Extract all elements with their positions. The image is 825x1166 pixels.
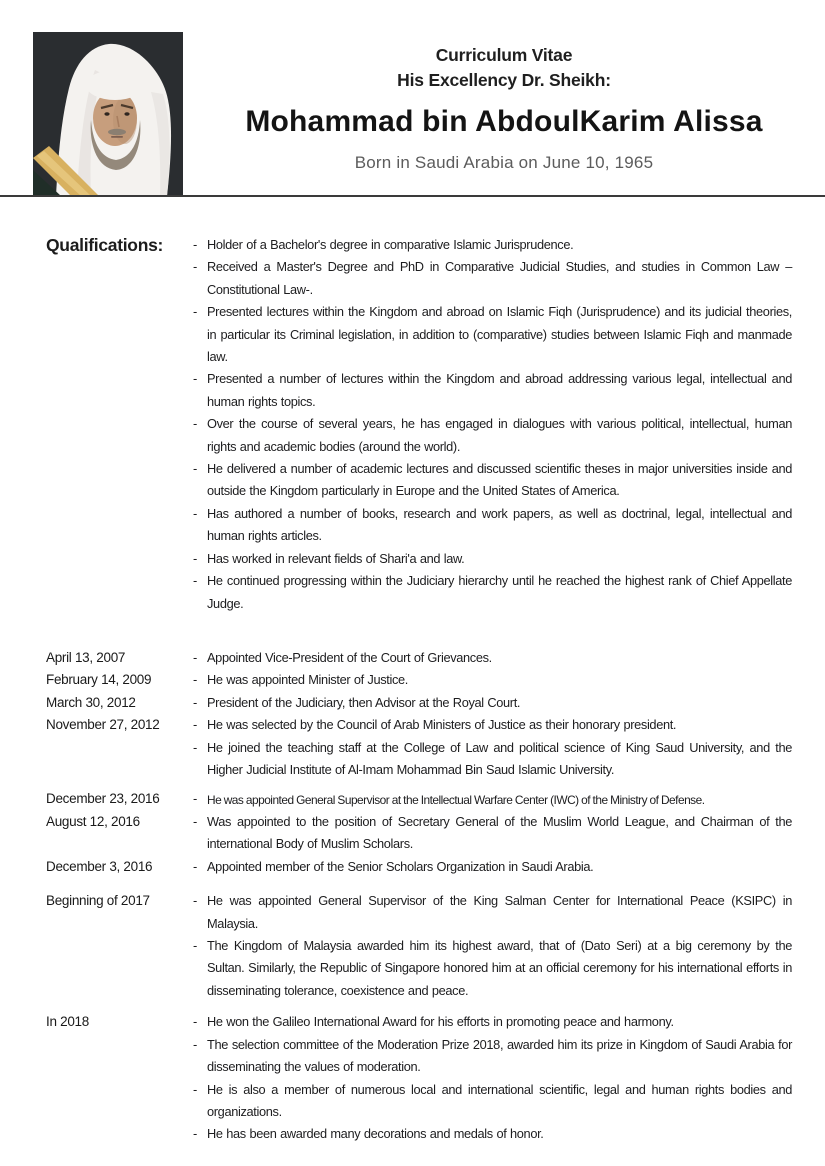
item-text: Received a Master's Degree and PhD in Comparative Judicial Studies, and studies in Common Law –Constitutional Law-.: [207, 259, 792, 297]
row-items: [193, 1011, 792, 1145]
item-text: He was appointed General Supervisor at the Intellectual Warfare Center (IWC) of the Ministry of Defense.: [207, 792, 705, 807]
row-items: [193, 890, 792, 1002]
date-label: February 14, 2009: [46, 672, 152, 688]
item-text: Has authored a number of books, research and work papers, as well as doctrinal, legal, intellectual and human rights articles.: [207, 505, 792, 544]
date-label: November 27, 2012: [46, 717, 160, 733]
row-items: [193, 234, 792, 615]
bullet-item: [193, 714, 792, 736]
bullet-dash: -: [193, 791, 198, 807]
bullet-item: [193, 856, 792, 878]
bullet-dash: -: [193, 694, 198, 710]
bullet-item: [193, 256, 792, 301]
item-text: He joined the teaching staff at the College of Law and political science of King Saud University, and the Higher Judicial Institute of Al-Imam Mohammad Bin Saud Islamic University.: [207, 739, 792, 777]
bullet-item: [193, 548, 792, 570]
bullet-dash: -: [193, 259, 198, 275]
birth-subtitle: Born in Saudi Arabia on June 10, 1965: [354, 153, 654, 172]
cv-row: [46, 811, 792, 856]
bullet-dash: -: [193, 416, 198, 432]
cv-row: [46, 788, 792, 811]
date-label: In 2018: [46, 1014, 89, 1030]
item-text: Has worked in relevant fields of Shari'a and law.: [207, 550, 465, 566]
cv-row: [46, 234, 792, 615]
bullet-dash: -: [193, 1036, 198, 1052]
bullet-dash: -: [193, 672, 198, 688]
bullet-dash: -: [193, 1081, 198, 1097]
bullet-item: [193, 647, 792, 669]
bullet-item: [193, 458, 792, 503]
item-text: Was appointed to the position of Secretary General of the Muslim World League, and Chairman of the international Body of Muslim Scholars.: [207, 814, 792, 852]
item-text: The selection committee of the Moderation Prize 2018, awarded him its prize in Kingdom of Saudi Arabia for disseminating the values of moderation.: [207, 1036, 792, 1075]
item-text: The Kingdom of Malaysia awarded him its highest award, that of (Dato Seri) at a big ceremony by the Sultan. Similarly, the Republic of Singapore honored him at an official ceremony for his international efforts in disseminating tolerance, coexistence and peace.: [207, 938, 792, 998]
cv-body: [46, 234, 792, 1146]
item-text: He delivered a number of academic lectures and discussed scientific theses in major universities inside and outside the Kingdom particularly in Europe and the United States of America.: [207, 461, 792, 499]
person-name: Mohammad bin AbdoulKarim Alissa: [245, 105, 763, 138]
bullet-dash: -: [193, 304, 198, 320]
bullet-dash: -: [193, 1126, 198, 1142]
bullet-item: [193, 368, 792, 413]
entry-group: [46, 647, 792, 781]
cv-header: [183, 0, 825, 175]
row-items: [193, 811, 792, 856]
cv-row: [46, 692, 792, 714]
bullet-dash: -: [193, 739, 198, 755]
bullet-dash: -: [193, 938, 198, 954]
bullet-dash: -: [193, 717, 198, 733]
left-eye: [104, 112, 109, 115]
row-items: [193, 856, 792, 878]
right-eye: [124, 112, 129, 115]
bullet-item: [193, 413, 792, 458]
item-text: Presented lectures within the Kingdom and abroad on Islamic Fiqh (Jurisprudence) and its judicial theories, in particular its Criminal legislation, in addition to (comparative) studies between Islamic Fiqh and manmade law.: [207, 304, 792, 365]
bullet-item: [193, 503, 792, 548]
item-text: Presented a number of lectures within the Kingdom and abroad addressing various legal, intellectual and human rights topics.: [207, 371, 792, 409]
row-items: [193, 714, 792, 781]
bullet-dash: -: [193, 237, 198, 252]
date-label: December 3, 2016: [46, 858, 153, 874]
item-text: Over the course of several years, he has engaged in dialogues with various political, intellectual, human rights and academic bodies (around the world).: [207, 416, 792, 454]
bullet-dash: -: [193, 814, 198, 830]
item-text: President of the Judiciary, then Advisor at the Royal Court.: [207, 694, 521, 710]
bullet-dash: -: [193, 371, 198, 387]
date-label: December 23, 2016: [46, 791, 160, 807]
bullet-dash: -: [193, 505, 198, 521]
item-text: He is also a member of numerous local and international scientific, legal and human rights bodies and organizations.: [207, 1081, 792, 1119]
item-text: He was selected by the Council of Arab Ministers of Justice as their honorary president.: [207, 717, 677, 733]
bullet-item: [193, 890, 792, 935]
bullet-dash: -: [193, 1014, 198, 1030]
bullet-dash: -: [193, 461, 198, 477]
cv-row: [46, 714, 792, 781]
hood-forehead-edge: [86, 70, 144, 100]
mouth: [111, 136, 123, 138]
cv-title: Curriculum Vitae: [435, 45, 573, 65]
item-text: He was appointed General Supervisor of the King Salman Center for International Peace (KSIPC) in Malaysia.: [207, 893, 792, 931]
section-heading: Qualifications:: [46, 235, 164, 255]
cv-row: [46, 647, 792, 669]
portrait-photo-art: [33, 32, 183, 196]
honorific-line: His Excellency Dr. Sheikh:: [397, 70, 611, 90]
bullet-item: [193, 1034, 792, 1079]
bullet-item: [193, 811, 792, 856]
entry-group: [46, 234, 792, 615]
row-items: [193, 669, 792, 691]
item-text: He continued progressing within the Judiciary hierarchy until he reached the highest rank of Chief Appellate Judge.: [207, 573, 792, 611]
bullet-item: [193, 1011, 792, 1033]
bullet-item: [193, 737, 792, 782]
entry-group: [46, 1011, 792, 1145]
bullet-item: [193, 669, 792, 691]
bullet-item: [193, 692, 792, 714]
date-label: April 13, 2007: [46, 649, 126, 665]
row-items: [193, 647, 792, 669]
bullet-dash: -: [193, 573, 198, 589]
bullet-item: [193, 935, 792, 1002]
date-label: March 30, 2012: [46, 694, 136, 710]
header-divider: [0, 195, 825, 197]
bullet-item: [193, 1123, 792, 1145]
bullet-dash: -: [193, 550, 198, 566]
item-text: He won the Galileo International Award for his efforts in promoting peace and harmony.: [207, 1014, 674, 1030]
bullet-dash: -: [193, 649, 198, 665]
mustache: [108, 129, 126, 135]
entry-group: [46, 890, 792, 1002]
bullet-item: [193, 234, 792, 256]
bullet-dash: -: [193, 893, 198, 909]
date-label: Beginning of 2017: [46, 893, 150, 909]
date-label: August 12, 2016: [46, 814, 140, 830]
entry-group: [46, 788, 792, 878]
cv-row: [46, 856, 792, 878]
item-text: Appointed Vice-President of the Court of Grievances.: [207, 649, 492, 665]
portrait-photo: [33, 32, 183, 196]
item-text: He has been awarded many decorations and medals of honor.: [207, 1126, 544, 1142]
bullet-dash: -: [193, 858, 198, 874]
bullet-item: [193, 788, 792, 811]
cv-row: [46, 890, 792, 1002]
bullet-item: [193, 301, 792, 368]
item-text: Holder of a Bachelor's degree in comparative Islamic Jurisprudence.: [207, 237, 574, 252]
bullet-item: [193, 1079, 792, 1124]
row-items: [193, 788, 792, 811]
item-text: He was appointed Minister of Justice.: [207, 672, 409, 688]
bullet-item: [193, 570, 792, 615]
item-text: Appointed member of the Senior Scholars Organization in Saudi Arabia.: [207, 858, 594, 874]
row-items: [193, 692, 792, 714]
cv-row: [46, 669, 792, 691]
cv-row: [46, 1011, 792, 1145]
